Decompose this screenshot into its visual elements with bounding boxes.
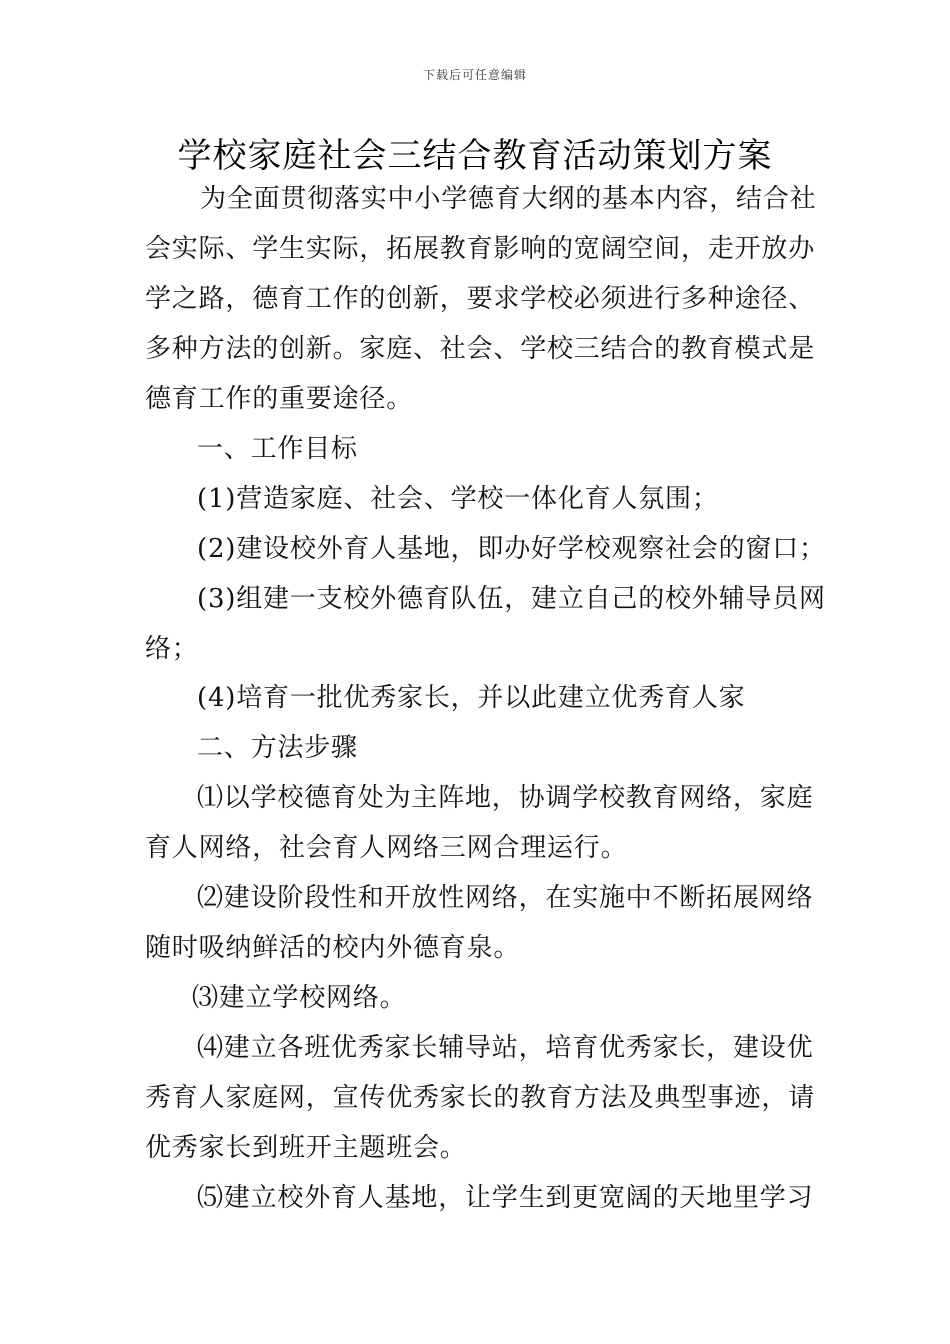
paragraph-line: 会实际、学生实际，拓展教育影响的宽阔空间，走开放办: [145, 234, 816, 264]
list-item: ⑸建立校外育人基地，让学生到更宽阔的天地里学习: [197, 1183, 814, 1213]
header-note: 下载后可任意编辑: [422, 68, 527, 82]
list-item-continuation: 随时吸纳鲜活的校内外德育泉。: [145, 933, 521, 963]
paragraph-line: 多种方法的创新。家庭、社会、学校三结合的教育模式是: [145, 334, 816, 364]
list-item-continuation: 优秀家长到班开主题班会。: [145, 1133, 467, 1163]
list-item-continuation: 秀育人家庭网，宣传优秀家长的教育方法及典型事迹，请: [145, 1083, 816, 1113]
list-item: (2)建设校外育人基地，即办好学校观察社会的窗口；: [197, 534, 826, 564]
paragraph-line: 德育工作的重要途径。: [145, 384, 414, 414]
section-heading: 一、工作目标: [197, 434, 358, 464]
list-item: ⑶建立学校网络。: [192, 983, 407, 1013]
list-item: (4)培育一批优秀家长，并以此建立优秀育人家: [197, 683, 746, 713]
list-item: (3)组建一支校外德育队伍，建立自己的校外辅导员网: [197, 584, 826, 614]
list-item: ⑵建设阶段性和开放性网络，在实施中不断拓展网络: [197, 883, 814, 913]
list-item-continuation: 络；: [145, 634, 199, 664]
paragraph-line: 学之路，德育工作的创新，要求学校必须进行多种途径、: [145, 284, 816, 314]
list-item: (1)营造家庭、社会、学校一体化育人氛围；: [197, 484, 719, 514]
document-title: 学校家庭社会三结合教育活动策划方案: [177, 136, 773, 176]
list-item: ⑷建立各班优秀家长辅导站，培育优秀家长，建设优: [197, 1033, 814, 1063]
paragraph-line: 为全面贯彻落实中小学德育大纲的基本内容，结合社: [200, 184, 817, 214]
list-item-continuation: 育人网络，社会育人网络三网合理运行。: [145, 833, 628, 863]
section-heading: 二、方法步骤: [197, 733, 358, 763]
list-item: ⑴以学校德育处为主阵地，协调学校教育网络，家庭: [197, 783, 814, 813]
